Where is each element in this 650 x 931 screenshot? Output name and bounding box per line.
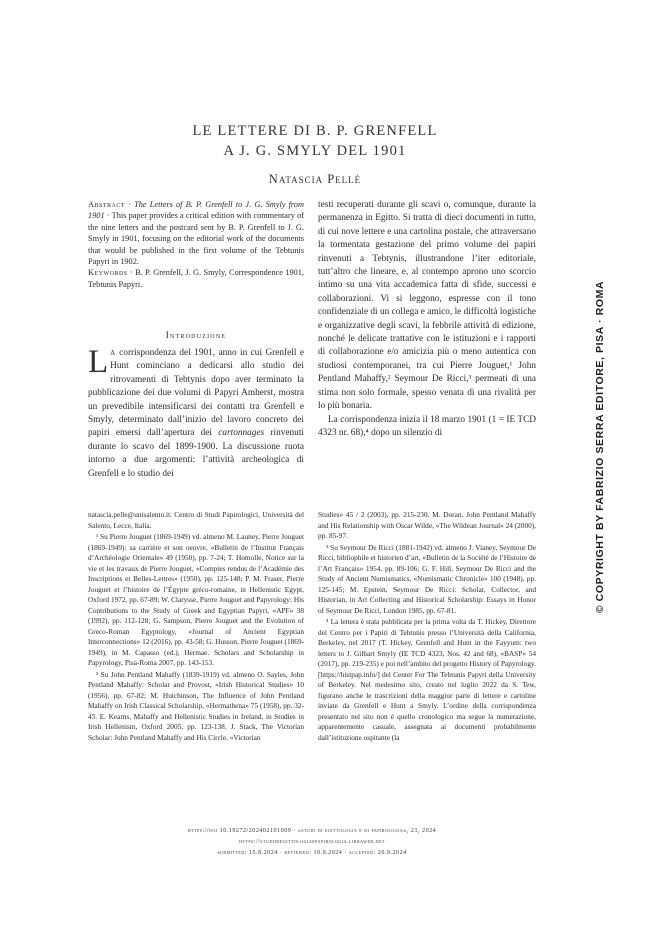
right-column-body xyxy=(318,199,536,440)
footnote-3: ³ Su Seymour De Ricci (1881-1942) vd. almeno J. Vianey, Seymour De Ricci, bibliophile et historien d’art, «Bulletin de la Société de l’Histoire de l’Art Français» 1954, pp. 89-106; G. F. Hill, Seymour De Ricci and the Study of Ancient Numismatics, «Numismatic Chronicle» 100 (1948), pp. 125-145; M. Epstein, Seymour De Ricci: Scholar, Collector, and Historian, in Art Collecting and Historical Scholarship: Essays in Honor of Seymour De Ricci, London 1985, pp. 67-81. xyxy=(318,542,536,615)
article-title-line-1: LE LETTERE DI B. P. GRENFELL xyxy=(192,123,438,139)
footnotes-left-column xyxy=(88,510,304,744)
section-heading-introduzione: Introduzione xyxy=(165,330,227,340)
intro-paragraph xyxy=(88,344,304,481)
footnote-2-continued: Studies» 45 / 2 (2003), pp. 215-230. M. Doran, John Pentland Mahaffy and His Relationship with Oscar Wilde, «The Wildean Journal» 24 (2000), pp. 85-97. xyxy=(318,510,537,540)
body-paragraph-2: La corrispondenza inizia il 18 marzo 1901 (1 = IE TCD 4323 nr. 68),⁴ dopo un silenzio di xyxy=(318,414,536,438)
footnote-1: ¹ Su Pierre Jouguet (1869-1949) vd. almeno M. Launey, Pierre Jouguet (1869-1949): sa carrière et son oeuvre, «Bulletin de l’Institut Français d’Archéologie Orientale» 49 (1950), pp. 7-24; T. Homolle, Notice sur la vie et les travaux de Pierre Jouguet, «Comptes rendus de l’Académie des Inscriptions et Belles-Lettres» (1950), pp. 125-148; P. M. Fraser, Pierre Jouguet et l’histoire de l’Égypte gréco-romaine, in Hellenistic Egypt, Oxford 1972, pp. 67-89; W. Clarysse, Pierre Jouguet and Papyrology: His Contributions to the Study of Greek and Egyptian Papyri, «APF» 38 (1992), pp. 112-128; G. Sampson, Pierre Jouguet and the Evolution of Greco-Roman Egyptology, «Journal of Ancient Egyptian Interconnections» 12 (2016), pp. 43-58; G. Husson, Pierre Jouguet (1869-1949), in M. Capasso (ed.), Hermae. Scholars and Scholarship in Papyrology, Pisa-Roma 2007, pp. 143-153. xyxy=(88,532,304,667)
article-title-line-2: A J. G. SMYLY DEL 1901 xyxy=(223,143,407,159)
copyright-text: © COPYRIGHT BY FABRIZIO SERRA EDITORE, PISA · ROMA xyxy=(594,280,606,614)
intro-first-word: a xyxy=(110,348,116,358)
footnote-2: ² Su John Pentland Mahaffy (1839-1919) vd. almeno O. Sayles, John Pentland Mahaffy: Scholar and Provost, «Irish Historical Studies» 10 (1956), pp. 67-82; M. Hutchinson, The Influence of John Pentland Mahaffy on Irish Classical Scholarship, «Hermathena» 75 (1958), pp. 32-45. E. Kearns, Mahaffy and Hellenistic Studies in Ireland, in Studies in Irish Hellenism, Oxford 2005, pp. 123-138. J. Stack, The Victorian Scholar: John Pentland Mahaffy and His Circle, «Victorian xyxy=(88,669,304,742)
footer-doi-line: https://doi 10.19272/202402101009 · «studi di egittologia e di papirologia», 21, 2024 xyxy=(187,828,437,834)
footnote-4: ⁴ La lettera è stata pubblicata per la prima volta da T. Hickey, Direttore del Centro per i Papiri di Tebtunis presso l’Università della California, Berkeley, nel 2017 (T. Hickey, Grenfell and Hunt in the Fayyum: two letters to J. Gilbart Smyly (IE TCD 4323, Nos. 42 and 68), «BASP» 54 (2017), pp. 219-235) e poi nell’ambito del progetto History of Papyrology. [https://histpap.info/] del Center For The Tebtunis Papyri della University of Berkeley. Nel medesimo sito, creato nel luglio 2022 da S. Tew, figurano anche le trascrizioni della maggior parte di lettere e cartoline inviate da Grenfell e Hunt a Smyly. L’ordine della corrispondenza presentato nel sito non è quello cronologico ma segue la numerazione, apparentemente casuale, assegnata ai documenti probabilmente dall’istituzione ospitante (la xyxy=(318,617,536,742)
footnotes-right-column xyxy=(318,510,536,744)
abstract-text: This paper provides a critical edition with commentary of the nine letters and the postcard sent by B. P. Grenfell to J. G. Smyly in 1901, focusing on the editorial work of the documents that would be published in the first volume of the Tebtunis Papyri in 1902. xyxy=(88,211,304,267)
affiliation-note: natascia.pelle@unisalento.it. Centro di Studi Papirologici, Università del Salento, Lecce, Italia. xyxy=(88,510,304,530)
copyright-vertical-notice xyxy=(590,252,610,642)
intro-text-part-2: rinvenuti durante lo scavo del 1899-1900. La discussione ruota intorno a due argomenti: l’attività archeologica di Grenfell e lo studio dei xyxy=(88,428,304,479)
abstract-block: Abstract · The Letters of B. P. Grenfell to J. G. Smyly from 1901 · This paper provides a critical edition with commentary of the nine letters and the postcard sent by B. P. Grenfell to J. G. Smyly in 1901, focusing on the editorial work of the documents that would be published in the first volume of the Tebtunis Papyri in 1902. Keywords · B. P. Grenfell, J. G. Smyly, Correspondence 1901, Tebtunis Papyri. xyxy=(88,200,304,289)
body-paragraph-1: testi recuperati durante gli scavi o, comunque, durante la permanenza in Egitto. Si tratta di dieci documenti in tutto, di cui nove lettere e una cartolina postale, che attraversano la tormentata gestazione del primo volume dei papiri rinvenuti a Tebtynis, illustrandone l’iter editoriale, tutt’altro che lineare, e, al contempo aprono uno scorcio intimo su una vita accademica fatta di sfide, successi e collaborazioni. Vi si leggono, espresse con il tono confidenziale di un collega e amico, le difficoltà logistiche e organizzative degli scavi, la febbrile attività di edizione, nonché le delicate trattative con le istituzioni e i rapporti di collaborazione e/o amicizia più o meno autentica con studiosi contemporanei, tra cui Pierre Jouguet,¹ John Pentland Mahaffy,² Seymour De Ricci,³ permeati di una stima non solo formale, spesso venata di una rivalità per lo più bonaria. xyxy=(318,200,536,412)
drop-cap: L xyxy=(88,344,109,380)
intro-italic-term: cartonnages xyxy=(218,428,265,439)
author-name: Natascia Pellé xyxy=(268,172,362,186)
footer-url-line: https://studidiegittologiaepapirologia.libraweb.net xyxy=(239,839,385,845)
keywords-text: B. P. Grenfell, J. G. Smyly, Correspondence 1901, Tebtunis Papyri. xyxy=(88,268,304,289)
abstract-label: Abstract xyxy=(88,200,125,209)
keywords-label: Keywords xyxy=(88,268,128,278)
intro-text-part-1: corrispondenza del 1901, anno in cui Grenfell e Hunt cominciano a dedicarsi allo studio dei ritrovamenti di Tebtynis dopo aver terminato la pubblicazione dei due volumi di Papyri Amherst, mostra un prevedibile intensificarsi dei contatti tra Grenfell e Smyly, determinato dall’inizio del lavoro concreto dei papiri emersi dall’apertura dei xyxy=(88,348,304,439)
abstract-english-title: The Letters of B. P. Grenfell to J. G. Smyly from 1901 xyxy=(88,200,304,221)
footer-dates-line: submitted: 15.8.2024 · reviewed: 10.9.2024 · accepted: 20.9.2024 xyxy=(217,850,407,856)
